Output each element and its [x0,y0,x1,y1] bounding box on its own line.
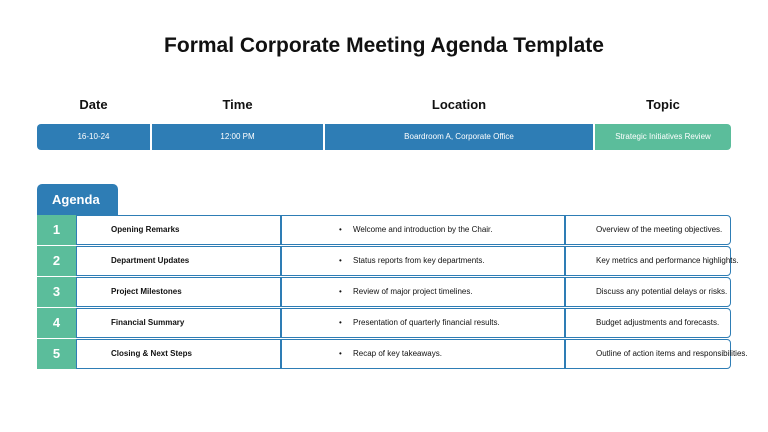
agenda-item-detail: Welcome and introduction by the Chair. [353,225,493,234]
agenda-item-title: Project Milestones [111,287,182,296]
agenda-number: 2 [37,246,76,276]
time-header: Time [222,97,253,112]
bullet-icon: • [339,349,342,358]
agenda-item-note: Outline of action items and responsibilities. [596,349,748,358]
column-divider [564,215,566,245]
date-value: 16-10-24 [37,124,150,150]
page-title: Formal Corporate Meeting Agenda Template [164,34,604,57]
column-divider [280,215,282,245]
agenda-tab: Agenda [37,184,118,215]
agenda-number: 3 [37,277,76,307]
column-divider [280,246,282,276]
agenda-item-detail: Presentation of quarterly financial results. [353,318,500,327]
column-divider [280,277,282,307]
agenda-row-box [76,277,731,307]
column-divider [564,339,566,369]
agenda-item-detail: Review of major project timelines. [353,287,473,296]
agenda-row [37,277,731,307]
agenda-row [37,246,739,276]
bullet-icon: • [339,318,342,327]
agenda-number: 5 [37,339,76,369]
agenda-item-title: Opening Remarks [111,225,180,234]
column-divider [564,246,566,276]
agenda-item-title: Closing & Next Steps [111,349,192,358]
meta-headers [37,97,731,115]
topic-header: Topic [646,97,680,112]
agenda-item-note: Overview of the meeting objectives. [596,225,723,234]
location-value: Boardroom A, Corporate Office [325,124,593,150]
agenda-item-title: Department Updates [111,256,190,265]
agenda-row [37,308,731,338]
column-divider [280,308,282,338]
agenda-item-title: Financial Summary [111,318,185,327]
agenda-row [37,215,731,245]
column-divider [564,308,566,338]
agenda-row [37,339,748,369]
agenda-item-detail: Status reports from key departments. [353,256,485,265]
agenda-item-detail: Recap of key takeaways. [353,349,442,358]
column-divider [280,339,282,369]
agenda-item-note: Budget adjustments and forecasts. [596,318,720,327]
agenda-row-box [76,215,731,245]
time-value: 12:00 PM [152,124,323,150]
agenda-number: 1 [37,215,76,245]
agenda-number: 4 [37,308,76,338]
agenda-row-box [76,246,739,276]
bullet-icon: • [339,287,342,296]
agenda-item-note: Discuss any potential delays or risks. [596,287,728,296]
bullet-icon: • [339,225,342,234]
meta-bar [37,124,731,150]
bullet-icon: • [339,256,342,265]
agenda-item-note: Key metrics and performance highlights. [596,256,739,265]
agenda-row-box [76,308,731,338]
topic-value: Strategic Initiatives Review [595,124,731,150]
agenda-row-box [76,339,748,369]
date-header: Date [79,97,108,112]
location-header: Location [431,97,487,112]
column-divider [564,277,566,307]
